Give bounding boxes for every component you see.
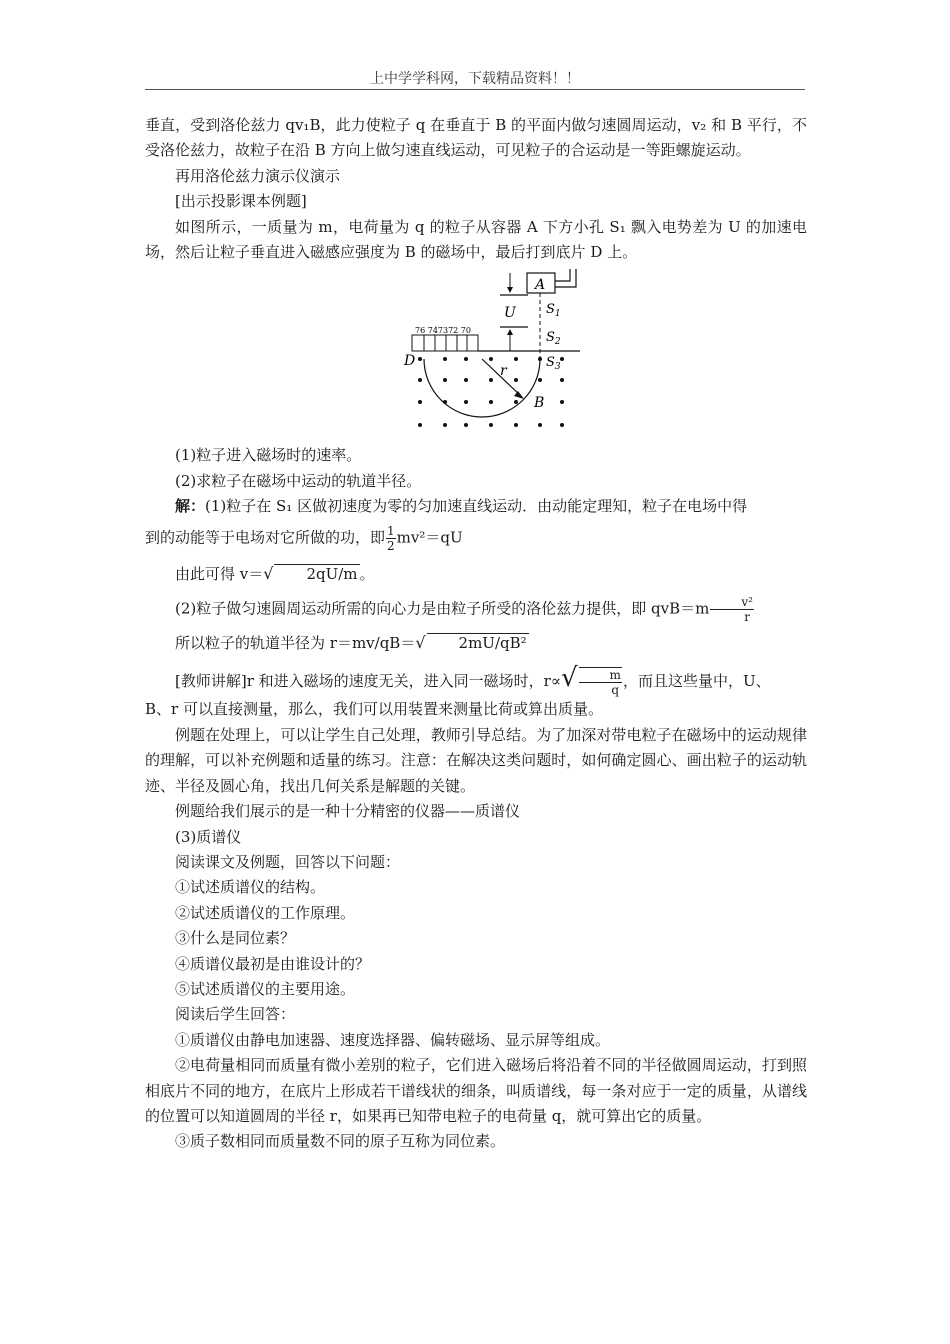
question-2: (2)求粒子在磁场中运动的轨道半径。: [175, 471, 422, 490]
list-item: ③什么是同位素？: [175, 929, 296, 948]
paragraph: [出示投影课本例题]: [175, 192, 307, 211]
label-S2: $S_2$: [546, 330, 561, 348]
solution-line: 由此可得 v＝√ 2qU/m 。: [175, 563, 375, 583]
sqrt-expression: 2qU/m: [274, 564, 359, 583]
solution-line: 到的动能等于电场对它所做的功，即 $\frac{1}{2}$ mv²＝qU: [145, 523, 463, 553]
label-S1: $S_1$: [546, 302, 561, 320]
solution-label: 解：: [175, 497, 206, 516]
label-A: A: [535, 277, 546, 294]
fraction-half: $\frac{1}{2}$: [387, 523, 395, 553]
fraction-v2-r: $\frac{\text{v²}}{r}$: [710, 595, 754, 624]
answer-item: ①质谱仪由静电加速器、速度选择器、偏转磁场、显示屏等组成。: [175, 1030, 611, 1049]
label-r: r: [500, 363, 507, 380]
paragraph: 垂直，受到洛伦兹力 qv₁B，此力使粒子 q 在垂直于 B 的平面内做匀速圆周运动，v₂ 和 B 平行，不受洛伦兹力，故粒子在沿 B 方向上做匀速直线运动，可见粒子的合运动是一等距螺旋运动。: [145, 116, 807, 160]
paragraph: 阅读后学生回答：: [175, 1005, 296, 1024]
question-1: (1)粒子进入磁场时的速率。: [175, 446, 362, 465]
header-divider: [145, 89, 805, 90]
list-item: ⑤试述质谱仪的主要用途。: [175, 979, 356, 998]
answer-item: ②电荷量相同而质量有微小差别的粒子，它们进入磁场后将沿着不同的半径做圆周运动，打到照相底片不同的地方，在底片上形成若干谱线状的细条，叫质谱线，每一条对应于一定的质量，从谱线的位置可以知道圆周的半径 r，如果再已知带电粒子的电荷量 q，就可算出它的质量。: [145, 1056, 807, 1125]
paragraph: 例题给我们展示的是一种十分精密的仪器——质谱仪: [175, 802, 521, 821]
solution-line: 所以粒子的轨道半径为 r＝mv/qB＝√ 2mU/qB²: [175, 633, 527, 653]
page-header: 上中学学科网，下载精品资料！！: [370, 71, 580, 87]
sqrt-expression: 2mU/qB²: [427, 633, 529, 652]
label-D: D: [404, 353, 416, 370]
document-body: [145, 113, 807, 1155]
label-U: U: [504, 305, 516, 322]
solution-line: 解：(1)粒子在 S₁ 区做初速度为零的匀加速直线运动．由动能定理知，粒子在电场中得: [175, 497, 748, 516]
list-item: ④质谱仪最初是由谁设计的？: [175, 954, 371, 973]
list-item: ②试述质谱仪的工作原理。: [175, 903, 356, 922]
film-scale-labels: 76 747372 70: [415, 326, 471, 336]
mass-spectrometer-figure: [400, 269, 580, 439]
solution-line: (2)粒子做匀速圆周运动所需的向心力是由粒子所受的洛伦兹力提供，即 qvB＝m $\frac{\text{v²}}{r}$: [175, 595, 753, 625]
paragraph: 例题在处理上，可以让学生自己处理，教师引导总结。为了加深对带电粒子在磁场中的运动规律的理解，可以补充例题和适量的练习。注意：在解决这类问题时，如何确定圆心、画出粒子的运动轨迹、半径及圆心角，找出几何关系是解题的关键。: [145, 725, 807, 795]
solution-line: [教师讲解]r 和进入磁场的速度无关，进入同一磁场时，r∝√ $\frac{m}{q}$ ，而且这些量中，U、: [175, 663, 771, 698]
list-item: ①试述质谱仪的结构。: [175, 878, 326, 897]
paragraph: 再用洛伦兹力演示仪演示: [175, 166, 341, 185]
answer-item: ③质子数相同而质量数不同的原子互称为同位素。: [175, 1132, 506, 1151]
paragraph: 如图所示，一质量为 m，电荷量为 q 的粒子从容器 A 下方小孔 S₁ 飘入电势差为 U 的加速电场，然后让粒子垂直进入磁感应强度为 B 的磁场中，最后打到底片 D 上。: [145, 217, 807, 262]
paragraph: B、r 可以直接测量，那么，我们可以用装置来测量比荷或算出质量。: [145, 700, 603, 719]
section-heading: (3)质谱仪: [175, 827, 242, 846]
label-B: B: [534, 395, 545, 412]
fraction-m-q: $\frac{m}{q}$: [579, 667, 622, 697]
label-S3: $S_3$: [546, 355, 561, 373]
paragraph: 阅读课文及例题，回答以下问题：: [175, 852, 401, 871]
